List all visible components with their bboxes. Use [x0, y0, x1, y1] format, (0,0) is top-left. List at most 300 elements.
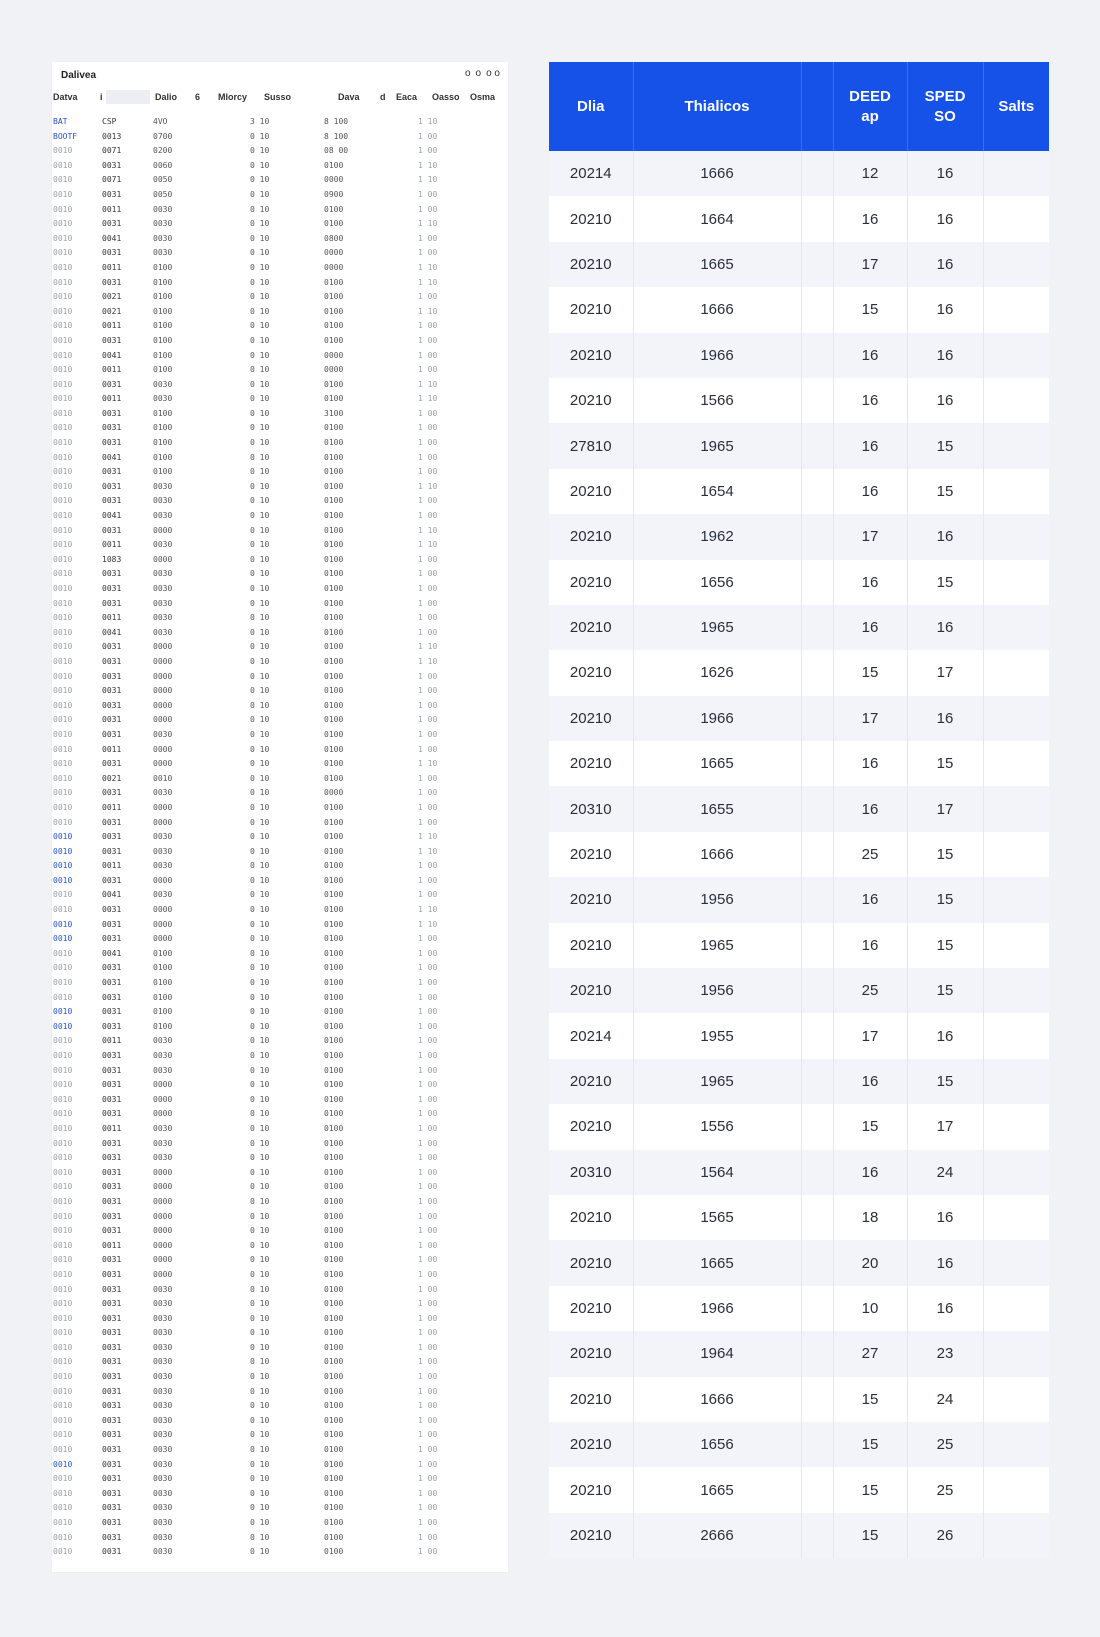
list-row[interactable]	[52, 203, 508, 218]
table-cell	[983, 1195, 1049, 1240]
list-row[interactable]	[52, 1122, 508, 1137]
table-row[interactable]	[549, 333, 1049, 378]
list-row[interactable]	[52, 188, 508, 203]
list-row[interactable]	[52, 509, 508, 524]
list-row[interactable]	[52, 1341, 508, 1356]
table-row[interactable]	[549, 151, 1049, 196]
list-cell: 0011	[102, 613, 122, 623]
column-header[interactable]: Salts	[983, 62, 1049, 151]
list-cell: 0031	[102, 715, 122, 725]
list-cell: 0000	[153, 1240, 173, 1250]
list-cell: 0010	[53, 671, 73, 681]
list-row[interactable]	[52, 1151, 508, 1166]
list-row[interactable]	[52, 1137, 508, 1152]
list-cell: 0031	[102, 1109, 122, 1119]
list-cell: 0 10	[250, 1080, 270, 1090]
list-cell: 0010	[53, 875, 73, 885]
list-cell: 0010	[53, 1109, 73, 1119]
panel-control-icon[interactable]: o o	[486, 68, 500, 79]
table-row[interactable]	[549, 423, 1049, 468]
list-cell: 0010	[53, 1430, 73, 1440]
table-row[interactable]	[549, 378, 1049, 423]
list-row[interactable]	[52, 173, 508, 188]
list-row[interactable]	[52, 1005, 508, 1020]
list-row[interactable]	[52, 1501, 508, 1516]
list-row[interactable]	[52, 1166, 508, 1181]
list-cell: 0010	[53, 729, 73, 739]
list-cell: 0100	[153, 350, 173, 360]
list-cell: 0041	[102, 948, 122, 958]
list-cell: 0100	[324, 1182, 344, 1192]
list-row[interactable]	[52, 640, 508, 655]
table-row[interactable]	[549, 1513, 1049, 1558]
list-cell: 0000	[153, 1226, 173, 1236]
list-cell: 1 00	[418, 1445, 438, 1455]
list-cell: 1 00	[418, 1109, 438, 1119]
list-row[interactable]	[52, 159, 508, 174]
column-header[interactable]: Osma	[470, 92, 496, 102]
list-cell: 0010	[53, 1518, 73, 1527]
table-row[interactable]	[549, 786, 1049, 831]
list-cell: 0100	[324, 335, 344, 345]
list-cell: 0010	[53, 1328, 73, 1338]
list-cell: 0000	[153, 1080, 173, 1090]
list-cell: 0031	[102, 832, 122, 842]
table-row[interactable]	[549, 287, 1049, 332]
table-row[interactable]	[549, 1150, 1049, 1195]
list-cell: 0000	[153, 1255, 173, 1265]
list-row[interactable]	[52, 1049, 508, 1064]
list-row[interactable]	[52, 436, 508, 451]
table-cell	[983, 469, 1049, 514]
column-header[interactable]: Dalio	[155, 92, 178, 102]
list-row[interactable]	[52, 1399, 508, 1414]
list-row[interactable]	[52, 1239, 508, 1254]
list-cell: 0011	[102, 540, 122, 550]
table-row[interactable]	[549, 650, 1049, 695]
table-cell	[801, 1513, 833, 1558]
list-row[interactable]	[52, 1487, 508, 1502]
list-cell: 1 00	[418, 744, 438, 754]
list-row[interactable]	[52, 743, 508, 758]
table-cell	[983, 514, 1049, 559]
column-header-highlight	[106, 90, 150, 104]
list-cell: 0031	[102, 963, 122, 973]
list-row[interactable]	[52, 261, 508, 276]
table-cell: 16	[907, 242, 983, 287]
list-row[interactable]	[52, 1210, 508, 1225]
list-cell: 0100	[324, 452, 344, 462]
list-cell: 1 00	[418, 1284, 438, 1294]
list-cell: 0000	[153, 1109, 173, 1119]
list-cell: 1 00	[418, 350, 438, 360]
list-row[interactable]	[52, 1516, 508, 1531]
list-row[interactable]	[52, 494, 508, 509]
list-cell: 0010	[53, 744, 73, 754]
list-cell: 1 00	[418, 715, 438, 725]
list-cell: 0010	[53, 656, 73, 666]
table-row[interactable]	[549, 1104, 1049, 1149]
list-cell: 1 10	[418, 481, 438, 491]
list-row[interactable]	[52, 1472, 508, 1487]
table-row[interactable]	[549, 514, 1049, 559]
table-row[interactable]	[549, 605, 1049, 650]
table-cell	[983, 1104, 1049, 1149]
list-cell: 1 00	[418, 1080, 438, 1090]
list-row[interactable]	[52, 859, 508, 874]
list-row[interactable]	[52, 918, 508, 933]
list-row[interactable]	[52, 1020, 508, 1035]
column-header[interactable]: Dava	[338, 92, 360, 102]
list-cell: 1 00	[418, 861, 438, 871]
table-cell	[801, 287, 833, 332]
list-cell: 1 10	[418, 306, 438, 316]
list-cell: 1 00	[418, 204, 438, 214]
list-row[interactable]	[52, 378, 508, 393]
list-cell: 0031	[102, 481, 122, 491]
table-cell: 1564	[633, 1150, 801, 1195]
list-cell: 0010	[53, 788, 73, 798]
list-cell: 1 00	[418, 584, 438, 593]
list-cell: 0100	[324, 1080, 344, 1090]
table-row[interactable]	[549, 696, 1049, 741]
list-cell: 0 10	[250, 934, 270, 944]
column-header[interactable]: Dlia	[549, 62, 633, 151]
table-row[interactable]	[549, 1059, 1049, 1104]
list-cell: 0100	[324, 759, 344, 769]
list-row[interactable]	[52, 655, 508, 670]
list-cell: 0010	[53, 335, 73, 345]
list-row[interactable]	[52, 816, 508, 831]
list-cell: 0 10	[250, 438, 270, 448]
list-row[interactable]	[52, 1428, 508, 1443]
list-cell: 1083	[102, 554, 122, 564]
table-row[interactable]	[549, 1377, 1049, 1422]
list-row[interactable]	[52, 1034, 508, 1049]
list-row[interactable]	[52, 334, 508, 349]
list-cell: 0031	[102, 1255, 122, 1265]
list-row[interactable]	[52, 728, 508, 743]
list-cell: 0100	[153, 452, 173, 462]
list-cell: 0 10	[250, 978, 270, 988]
list-cell: 0031	[102, 423, 122, 433]
table-cell	[983, 1331, 1049, 1376]
list-row[interactable]	[52, 961, 508, 976]
list-row[interactable]	[52, 1326, 508, 1341]
table-cell	[983, 1059, 1049, 1104]
table-cell: 2666	[633, 1513, 801, 1558]
list-cell: 0030	[153, 1488, 173, 1498]
list-row[interactable]	[52, 1355, 508, 1370]
list-cell: 1 00	[418, 1094, 438, 1104]
list-cell: 0100	[324, 1051, 344, 1060]
list-cell: 0010	[53, 1080, 73, 1090]
list-row[interactable]	[52, 976, 508, 991]
list-row[interactable]	[52, 349, 508, 364]
list-row[interactable]	[52, 597, 508, 612]
table-row[interactable]	[549, 242, 1049, 287]
list-cell: 0000	[153, 905, 173, 915]
list-row[interactable]	[52, 903, 508, 918]
list-cell: 0100	[324, 656, 344, 666]
list-cell: 0100	[324, 1342, 344, 1352]
table-row[interactable]	[549, 1467, 1049, 1512]
list-row[interactable]	[52, 1064, 508, 1079]
list-row[interactable]	[52, 713, 508, 728]
list-cell: 1 00	[418, 671, 438, 681]
table-row[interactable]	[549, 968, 1049, 1013]
table-cell	[983, 1240, 1049, 1285]
list-cell: 0 10	[250, 511, 270, 521]
list-cell: 0100	[153, 1021, 173, 1031]
list-row[interactable]	[52, 1195, 508, 1210]
list-cell: 0 10	[250, 1167, 270, 1177]
list-cell: 0030	[153, 1401, 173, 1411]
table-cell: 1654	[633, 469, 801, 514]
table-row[interactable]	[549, 1240, 1049, 1285]
list-cell: 0 10	[250, 1094, 270, 1104]
list-cell: 0 10	[250, 189, 270, 199]
list-row[interactable]	[52, 991, 508, 1006]
list-cell: 0011	[102, 365, 122, 375]
list-row[interactable]	[52, 1283, 508, 1298]
list-row[interactable]	[52, 1385, 508, 1400]
list-row[interactable]	[52, 1312, 508, 1327]
list-row[interactable]	[52, 932, 508, 947]
list-cell: 0030	[153, 788, 173, 798]
list-cell: 0100	[153, 306, 173, 316]
table-cell	[801, 650, 833, 695]
list-row[interactable]	[52, 451, 508, 466]
column-header[interactable]: Datva	[53, 92, 78, 102]
table-cell: 20210	[549, 1513, 633, 1558]
list-row[interactable]	[52, 1545, 508, 1560]
list-cell: 0030	[153, 1518, 173, 1527]
list-cell: 0100	[153, 408, 173, 418]
list-cell: 0 10	[250, 875, 270, 885]
column-header[interactable]: SPED SO	[907, 62, 983, 151]
list-cell: 0 10	[250, 481, 270, 491]
list-row[interactable]	[52, 757, 508, 772]
list-cell: 0 10	[250, 773, 270, 783]
list-row[interactable]	[52, 1093, 508, 1108]
list-row[interactable]	[52, 786, 508, 801]
list-cell: 0010	[53, 1182, 73, 1192]
list-row[interactable]	[52, 874, 508, 889]
column-header[interactable]: d	[380, 92, 386, 102]
list-row[interactable]	[52, 480, 508, 495]
list-row[interactable]	[52, 947, 508, 962]
table-cell: 20210	[549, 877, 633, 922]
list-cell: 0100	[324, 978, 344, 988]
table-header-row	[549, 62, 1049, 151]
list-cell: 0000	[153, 715, 173, 725]
column-header[interactable]: Eaca	[396, 92, 418, 102]
list-row[interactable]	[52, 699, 508, 714]
list-row[interactable]	[52, 582, 508, 597]
list-cell: 0010	[53, 1123, 73, 1133]
list-cell: 0 10	[250, 1342, 270, 1352]
list-cell: 0030	[153, 1547, 173, 1557]
list-row[interactable]	[52, 611, 508, 626]
list-cell: 0100	[153, 1007, 173, 1017]
list-cell: 0031	[102, 379, 122, 389]
list-row[interactable]	[52, 845, 508, 860]
list-cell: 1 00	[418, 1474, 438, 1484]
list-row[interactable]	[52, 670, 508, 685]
list-cell: 0 10	[250, 700, 270, 710]
list-cell: 1 00	[418, 1415, 438, 1425]
table-row[interactable]	[549, 1331, 1049, 1376]
list-cell: 0030	[153, 1036, 173, 1046]
list-row[interactable]	[52, 421, 508, 436]
list-cell: 0100	[324, 1123, 344, 1133]
list-cell: 0010	[53, 1211, 73, 1221]
list-cell: 0030	[153, 1386, 173, 1396]
list-cell: 0100	[153, 467, 173, 477]
list-row[interactable]	[52, 363, 508, 378]
panel-control-icon[interactable]: o	[475, 68, 482, 79]
table-cell: 1955	[633, 1013, 801, 1058]
list-cell: 1 10	[418, 540, 438, 550]
list-row[interactable]	[52, 830, 508, 845]
table-row[interactable]	[549, 741, 1049, 786]
list-row[interactable]	[52, 772, 508, 787]
list-cell: 1 00	[418, 1386, 438, 1396]
list-cell: 0010	[53, 248, 73, 258]
table-cell: 15	[907, 560, 983, 605]
list-row[interactable]	[52, 319, 508, 334]
list-cell: 0031	[102, 1488, 122, 1498]
table-cell	[983, 832, 1049, 877]
list-row[interactable]	[52, 684, 508, 699]
list-cell: 1 00	[418, 321, 438, 331]
list-cell: 1 00	[418, 1401, 438, 1411]
list-row[interactable]	[52, 392, 508, 407]
list-cell: 0 10	[250, 1007, 270, 1017]
table-row[interactable]	[549, 877, 1049, 922]
column-header[interactable]: i	[100, 92, 103, 102]
list-row[interactable]	[52, 1297, 508, 1312]
table-cell	[801, 968, 833, 1013]
table-row[interactable]	[549, 196, 1049, 241]
list-row[interactable]	[52, 144, 508, 159]
list-row[interactable]	[52, 1268, 508, 1283]
list-cell: 1 00	[418, 1255, 438, 1265]
list-row[interactable]	[52, 567, 508, 582]
column-header[interactable]: Thialicos	[633, 62, 801, 151]
list-cell: 1 00	[418, 1240, 438, 1250]
table-cell	[983, 333, 1049, 378]
table-cell: 17	[833, 696, 907, 741]
table-cell	[983, 423, 1049, 468]
list-row[interactable]	[52, 130, 508, 145]
list-row[interactable]	[52, 407, 508, 422]
list-cell: 0030	[153, 1430, 173, 1440]
list-cell: 0030	[153, 496, 173, 506]
table-cell: 20210	[549, 196, 633, 241]
list-row[interactable]	[52, 465, 508, 480]
list-row[interactable]	[52, 626, 508, 641]
list-cell: 0010	[53, 1036, 73, 1046]
column-header[interactable]: 6	[195, 92, 201, 102]
list-row[interactable]	[52, 217, 508, 232]
list-row[interactable]	[52, 1414, 508, 1429]
table-row[interactable]	[549, 1195, 1049, 1240]
table-cell	[983, 1513, 1049, 1558]
list-row[interactable]	[52, 1078, 508, 1093]
list-row[interactable]	[52, 276, 508, 291]
list-cell: 1 00	[418, 408, 438, 418]
list-row[interactable]	[52, 246, 508, 261]
column-header[interactable]: Oasso	[432, 92, 460, 102]
list-row[interactable]	[52, 1443, 508, 1458]
table-row[interactable]	[549, 923, 1049, 968]
list-cell: 0 10	[250, 802, 270, 812]
list-row[interactable]	[52, 232, 508, 247]
table-cell: 15	[907, 741, 983, 786]
list-cell: 0010	[53, 511, 73, 521]
table-cell	[801, 1286, 833, 1331]
list-row[interactable]	[52, 888, 508, 903]
list-row[interactable]	[52, 553, 508, 568]
list-cell: 0011	[102, 1240, 122, 1250]
table-row[interactable]	[549, 560, 1049, 605]
list-row[interactable]	[52, 1180, 508, 1195]
list-row[interactable]	[52, 290, 508, 305]
list-row[interactable]	[52, 538, 508, 553]
column-header[interactable]: Mlorcy	[218, 92, 248, 102]
column-header[interactable]	[801, 62, 833, 151]
list-row[interactable]	[52, 524, 508, 539]
list-cell: 0031	[102, 438, 122, 448]
list-row[interactable]	[52, 115, 508, 130]
list-row[interactable]	[52, 1253, 508, 1268]
column-header[interactable]: Susso	[264, 92, 292, 102]
table-cell	[801, 469, 833, 514]
table-row[interactable]	[549, 1013, 1049, 1058]
list-row[interactable]	[52, 1370, 508, 1385]
list-cell: 0 10	[250, 1021, 270, 1031]
column-header[interactable]: DEED ap	[833, 62, 907, 151]
table-cell	[801, 605, 833, 650]
list-cell: 1 00	[418, 1488, 438, 1498]
list-row[interactable]	[52, 1531, 508, 1546]
table-row[interactable]	[549, 832, 1049, 877]
panel-control-icon[interactable]: o	[464, 68, 471, 79]
list-row[interactable]	[52, 1458, 508, 1473]
table-cell	[983, 1422, 1049, 1467]
table-row[interactable]	[549, 469, 1049, 514]
table-cell	[801, 333, 833, 378]
list-cell: 0100	[324, 1299, 344, 1309]
list-row[interactable]	[52, 1224, 508, 1239]
table-cell: 17	[833, 514, 907, 559]
list-cell: 0100	[324, 729, 344, 739]
table-cell: 16	[833, 1059, 907, 1104]
list-row[interactable]	[52, 1107, 508, 1122]
list-cell: 0030	[153, 729, 173, 739]
list-row[interactable]	[52, 305, 508, 320]
table-row[interactable]	[549, 1422, 1049, 1467]
list-row[interactable]	[52, 801, 508, 816]
list-cell: 0010	[53, 1313, 73, 1323]
list-cell: 0031	[102, 729, 122, 739]
list-cell: 0 10	[250, 525, 270, 535]
list-cell: 0010	[53, 350, 73, 360]
list-cell: 1 00	[418, 978, 438, 988]
table-row[interactable]	[549, 1286, 1049, 1331]
